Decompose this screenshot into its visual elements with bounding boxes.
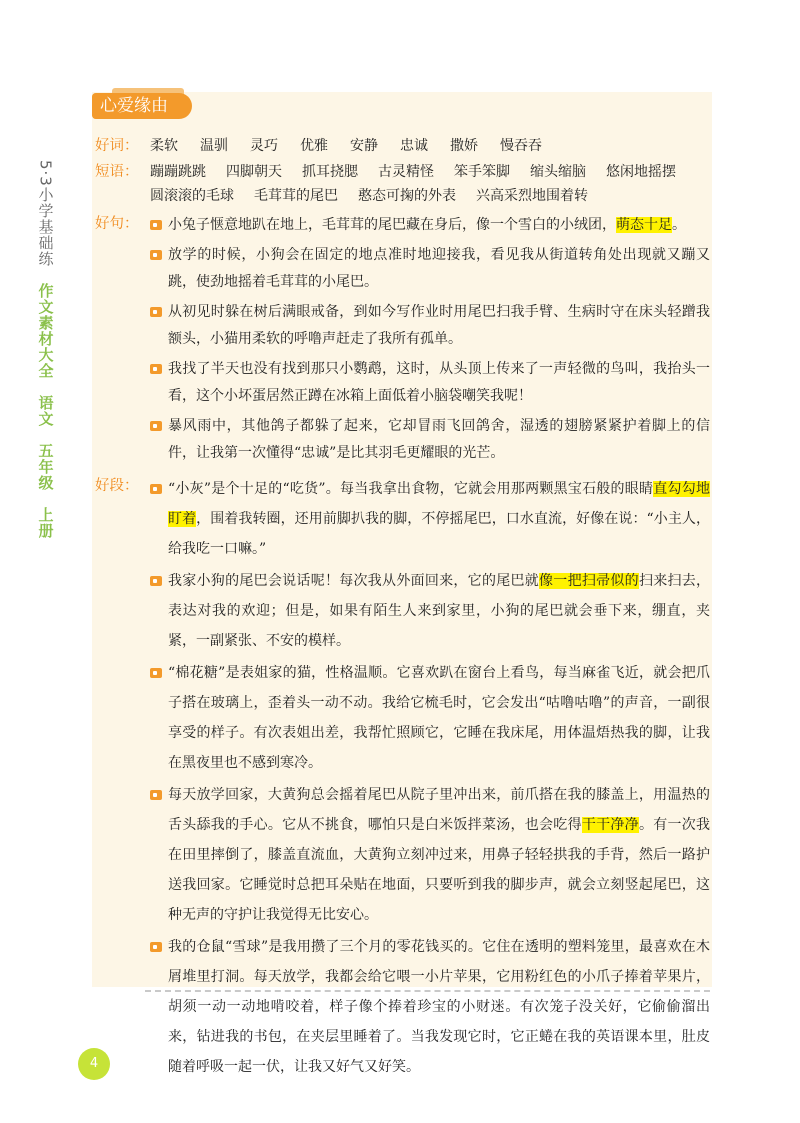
paragraph-item [150, 780, 710, 930]
phrase-item: 抓耳挠腮 [302, 164, 358, 180]
phrase-list [150, 160, 710, 208]
highlighted-phrase: 萌态十足 [616, 217, 672, 233]
paragraph-item [150, 932, 710, 1082]
sentence-item [150, 356, 710, 410]
sidebar [28, 160, 64, 555]
text-segment: 每天放学回家，大黄狗总会摇着尾巴从院子里冲出来，前爪搭在我的膝盖上，用温热的舌头舔我的手心。它从不挑食，哪怕只是白米饭拌菜汤，也会吃得 [168, 787, 710, 833]
divider [145, 990, 710, 992]
phrase-item: 古灵精怪 [378, 164, 434, 180]
sentence-item-text [168, 413, 710, 467]
paragraph-item-text [168, 932, 710, 1082]
word-item: 温驯 [200, 138, 228, 154]
paragraph-item-text [168, 658, 710, 778]
sentence-item [150, 299, 710, 353]
text-segment: 我的仓鼠“雪球”是我用攒了三个月的零花钱买的。它住在透明的塑料笼里，最喜欢在木屑堆里打洞。每天放学，我都会给它喂一小片苹果，它用粉红色的小爪子捧着苹果片，胡须一动一动地啃咬着，样子像个捧着珍宝的小财迷。有次笼子没关好，它偷偷溜出来，钻进我的书包，在夹层里睡着了。当我发现它时，它正蜷在我的英语课本里，肚皮随着呼吸一起一伏，让我又好气又好笑。 [168, 939, 710, 1075]
sentences-label: 好句： [95, 216, 139, 232]
paragraph-item [150, 566, 710, 656]
bullet-icon [150, 668, 162, 678]
highlighted-phrase: 直勾勾地盯着 [168, 481, 711, 527]
bullet-icon [150, 307, 162, 317]
text-segment: 从初见时躲在树后满眼戒备，到如今写作业时用尾巴扫我手臂、生病时守在床头轻蹭我额头，小猫用柔软的呼噜声赶走了我所有孤单。 [168, 304, 710, 347]
sentence-item [150, 212, 710, 239]
sentence-item [150, 242, 710, 296]
phrase-item: 悠闲地摇摆 [606, 164, 676, 180]
phrase-item: 蹦蹦跳跳 [150, 164, 206, 180]
text-segment: ，围着我转圈，还用前脚扒我的脚，不停摇尾巴，口水直流，好像在说：“小主人，给我吃一口嘛。” [168, 511, 711, 557]
bullet-icon [150, 250, 162, 260]
phrases-row [95, 160, 710, 208]
bullet-icon [150, 364, 162, 374]
sentence-item-text [168, 242, 710, 296]
bullet-icon [150, 220, 162, 230]
word-item: 慢吞吞 [500, 138, 542, 154]
phrase-item: 毛茸茸的尾巴 [254, 188, 338, 204]
sentence-list [150, 212, 710, 470]
text-segment: 。 [672, 217, 686, 233]
section-title: 心爱缘由 [92, 93, 192, 119]
paragraphs-label: 好段： [95, 478, 139, 494]
sidebar-book: 作文素材大全 [36, 282, 55, 379]
phrase-item: 四脚朝天 [226, 164, 282, 180]
word-list [150, 134, 710, 158]
bullet-icon [150, 942, 162, 952]
text-segment: 扫来扫去，表达对我的欢迎；但是，如果有陌生人来到家里，小狗的尾巴就会垂下来，绷直，夹紧，一副紧张、不安的模样。 [168, 573, 711, 649]
text-segment: “小灰”是个十足的“吃货”。每当我拿出食物，它就会用那两颗黑宝石般的眼睛 [168, 481, 654, 497]
sentence-item-text [168, 356, 710, 410]
sidebar-brand: 5·3小学基础练 [36, 160, 55, 267]
sidebar-grade: 五年级 [36, 442, 55, 491]
page-number: 4 [78, 1048, 110, 1080]
paragraphs-row [95, 474, 710, 1084]
sentence-item-text [168, 299, 710, 353]
word-item: 柔软 [150, 138, 178, 154]
paragraph-item [150, 474, 710, 564]
text-segment: 放学的时候，小狗会在固定的地点准时地迎接我，看见我从街道转角处出现就又蹦又跳，使劲地摇着毛茸茸的小尾巴。 [168, 247, 710, 290]
bullet-icon [150, 421, 162, 431]
text-segment: 暴风雨中，其他鸽子都躲了起来，它却冒雨飞回鸽舍，湿透的翅膀紧紧护着脚上的信件，让我第一次懂得“忠诚”是比其羽毛更耀眼的光芒。 [168, 418, 710, 461]
word-item: 安静 [350, 138, 378, 154]
text-segment: 我找了半天也没有找到那只小鹦鹉，这时，从头顶上传来了一声轻微的鸟叫，我抬头一看，这个小坏蛋居然正蹲在冰箱上面低着小脑袋嘲笑我呢！ [168, 361, 710, 404]
paragraph-list [150, 474, 710, 1084]
sentences-row [95, 212, 710, 470]
paragraph-item-text [168, 566, 710, 656]
phrase-item: 笨手笨脚 [454, 164, 510, 180]
words-label: 好词： [95, 138, 139, 154]
content [95, 134, 710, 1084]
sidebar-subject: 语文 [36, 394, 55, 427]
phrase-item: 圆滚滚的毛球 [150, 188, 234, 204]
word-item: 优雅 [300, 138, 328, 154]
word-item: 灵巧 [250, 138, 278, 154]
text-segment: 。有一次我在田里摔倒了，膝盖直流血，大黄狗立刻冲过来，用鼻子轻轻拱我的手背，然后一路护送我回家。它睡觉时总把耳朵贴在地面，只要听到我的脚步声，就会立刻竖起尾巴，这种无声的守护让我觉得无比安心。 [168, 817, 711, 923]
sidebar-volume: 上册 [36, 506, 55, 539]
bullet-icon [150, 484, 162, 494]
paragraph-item-text [168, 474, 710, 564]
sentence-item-text [168, 212, 710, 239]
word-item: 撒娇 [450, 138, 478, 154]
phrase-item: 兴高采烈地围着转 [476, 188, 588, 204]
paragraph-item [150, 658, 710, 778]
bullet-icon [150, 576, 162, 586]
word-item: 忠诚 [400, 138, 428, 154]
phrase-item: 缩头缩脑 [530, 164, 586, 180]
text-segment: “棉花糖”是表姐家的猫，性格温顺。它喜欢趴在窗台上看鸟，每当麻雀飞近，就会把爪子搭在玻璃上，歪着头一动不动。我给它梳毛时，它会发出“咕噜咕噜”的声音，一副很享受的样子。有次表姐出差，我帮忙照顾它，它睡在我床尾，用体温焐热我的脚，让我在黑夜里也不感到寒冷。 [168, 665, 710, 771]
bullet-icon [150, 790, 162, 800]
paragraph-item-text [168, 780, 710, 930]
phrases-label: 短语： [95, 164, 139, 180]
phrase-item: 憨态可掬的外表 [358, 188, 456, 204]
text-segment: 我家小狗的尾巴会说话呢！每次我从外面回来，它的尾巴就 [168, 573, 540, 589]
words-row [95, 134, 710, 158]
highlighted-phrase: 像一把扫帚似的 [539, 573, 639, 589]
text-segment: 小兔子惬意地趴在地上，毛茸茸的尾巴藏在身后，像一个雪白的小绒团， [168, 217, 616, 233]
highlighted-phrase: 干干净净 [581, 817, 639, 833]
sentence-item [150, 413, 710, 467]
